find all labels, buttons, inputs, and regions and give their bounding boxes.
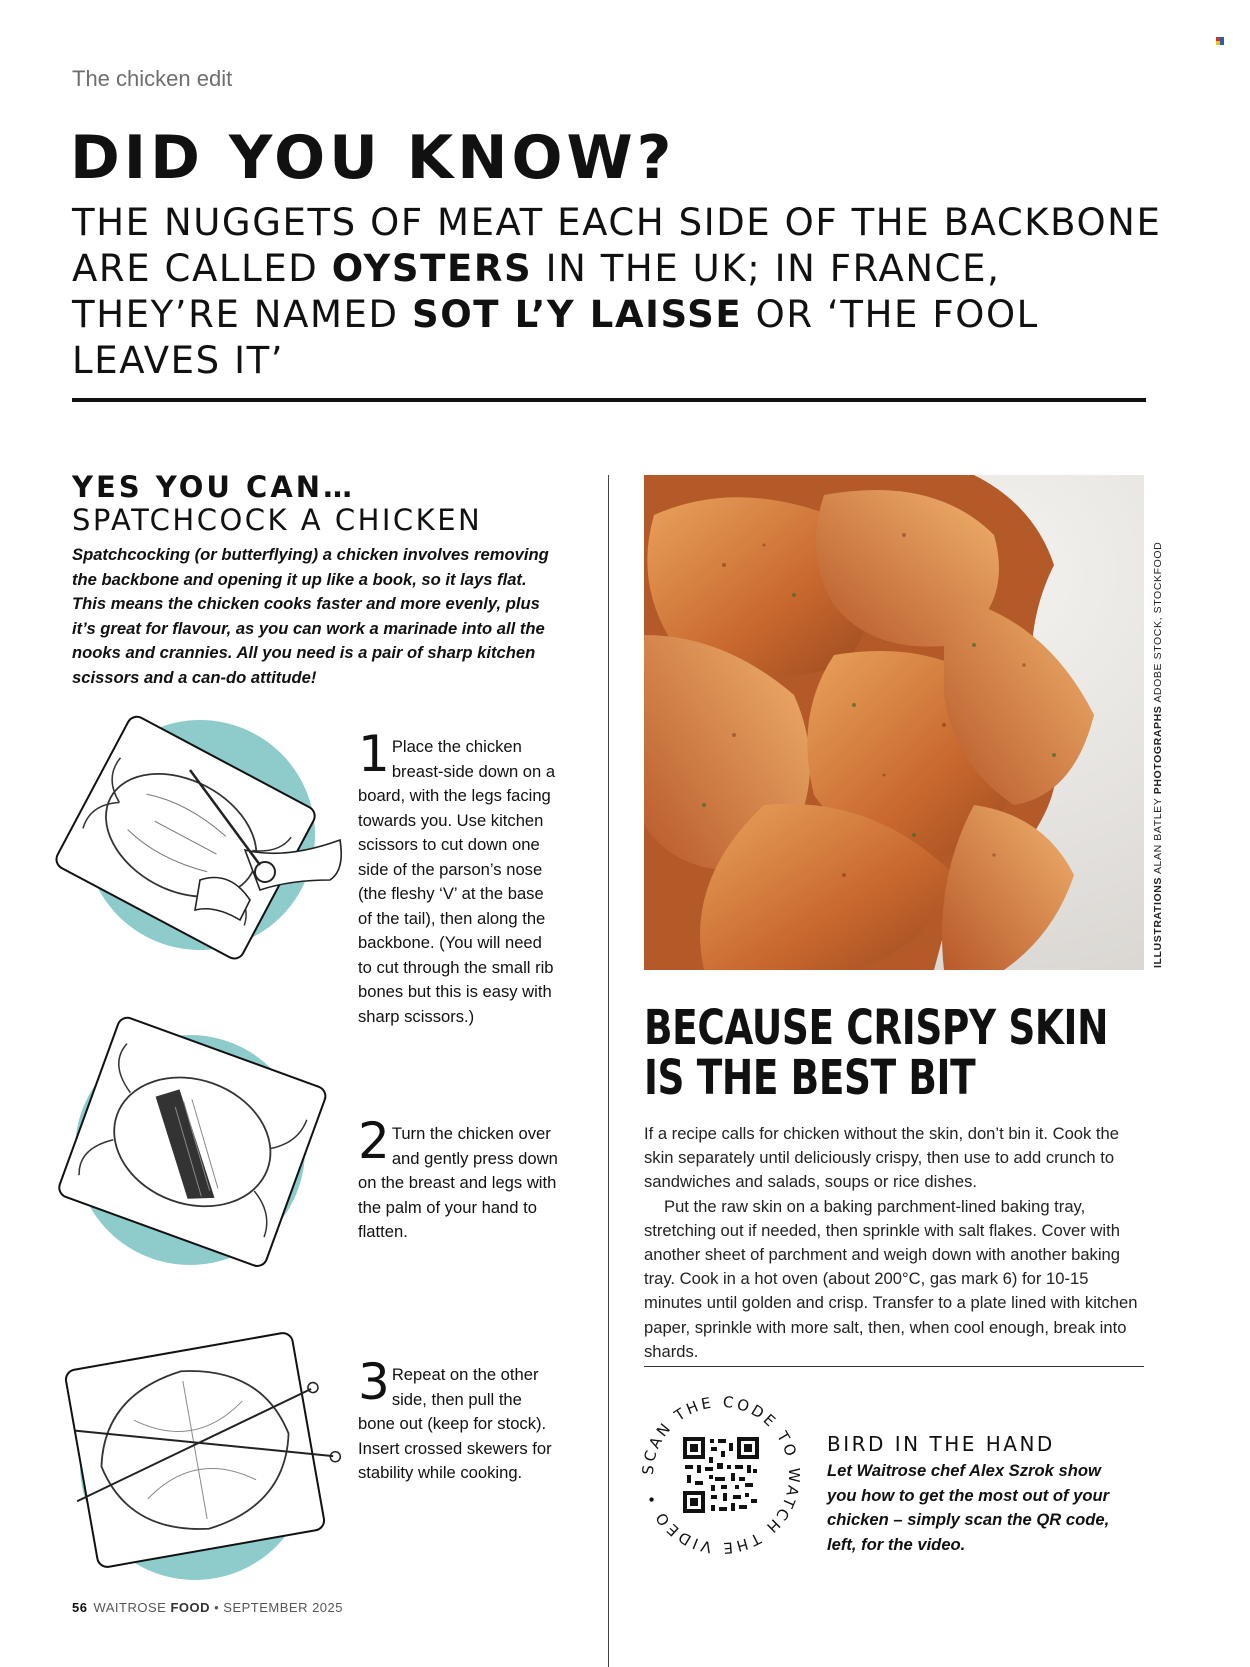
- page-number: 56: [72, 1600, 88, 1615]
- page-headline: DID YOU KNOW?: [70, 123, 676, 193]
- column-divider: [608, 475, 609, 1667]
- bird-in-hand-body: Let Waitrose chef Alex Szrok show you how to get the most out of your chicken – simply scan the QR code, left, for the video.: [827, 1461, 1110, 1554]
- illustration-step-3: [40, 1300, 350, 1605]
- top-rule: [72, 398, 1146, 402]
- step-3: [358, 1353, 558, 1486]
- qr-ring-text: SCAN THE CODE TO WATCH THE VIDEO •: [638, 1392, 804, 1558]
- step-2: [358, 1112, 558, 1245]
- crispy-paragraph-1: If a recipe calls for chicken without the skin, don’t bin it. Cook the skin separately until deliciously crispy, then use to add crunch to sandwiches and salads, soups or rice dishes.: [644, 1124, 1120, 1192]
- qr-code-icon[interactable]: [683, 1437, 759, 1513]
- crispy-skin-photo: [644, 475, 1144, 970]
- illustration-step-2: [40, 1000, 350, 1295]
- step-1-text: Place the chicken breast-side down on a board, with the legs facing towards you. Use kitchen scissors to cut down one side of the parson’s nose (the fleshy ‘V’ at the base of the tail), then along the backbone. (You will need to cut through the small rib bones but this is easy with sharp scissors.): [358, 737, 556, 1026]
- bird-in-hand-title: BIRD IN THE HAND: [827, 1432, 1055, 1456]
- headline-subtext: THE NUGGETS OF MEAT EACH SIDE OF THE BACKBONE ARE CALLED OYSTERS IN THE UK; IN FRANCE, THEY’RE NAMED SOT L’Y LAISSE OR ‘THE FOOL LEAVES IT’: [72, 201, 1162, 382]
- step-3-number: 3: [358, 1353, 390, 1411]
- spatchcock-title: YES YOU CAN…: [72, 470, 356, 504]
- bottom-rule: [644, 1366, 1144, 1367]
- crispy-body: [644, 1122, 1144, 1364]
- step-2-text: Turn the chicken over and gently press down on the breast and legs with the palm of your hand to flatten.: [358, 1124, 558, 1241]
- step-3-text: Repeat on the other side, then pull the bone out (keep for stock). Insert crossed skewers for stability while cooking.: [358, 1365, 552, 1482]
- step-1-number: 1: [358, 725, 390, 783]
- section-kicker: The chicken edit: [72, 66, 233, 91]
- spatchcock-intro: Spatchcocking (or butterflying) a chicken involves removing the backbone and opening it up like a book, so it lays flat. This means the chicken cooks faster and more evenly, plus it’s great for flavour, as you can work a marinade into all the nooks and crannies. All you need is a pair of sharp kitchen scissors and a can-do attitude!: [72, 545, 549, 687]
- photo-credits: ILLUSTRATIONS ALAN BATLEY PHOTOGRAPHS ADOBE STOCK, STOCKFOOD: [1152, 541, 1164, 968]
- crispy-title-line-1: BECAUSE CRISPY SKIN: [644, 1000, 1109, 1056]
- qr-code-block[interactable]: [636, 1390, 806, 1560]
- page-footer: 56 WAITROSE FOOD • SEPTEMBER 2025: [72, 1600, 343, 1615]
- step-2-number: 2: [358, 1112, 390, 1170]
- crispy-paragraph-2: Put the raw skin on a baking parchment-lined baking tray, stretching out if needed, then sprinkle with salt flakes. Cover with another sheet of parchment and weigh down with another baking tray. Cook in a hot oven (about 200°C, gas mark 6) for 10-15 minutes until golden and crisp. Transfer to a plate lined with kitchen paper, sprinkle with more salt, then, when cool enough, break into shards.: [644, 1196, 1138, 1361]
- crispy-title: [644, 1000, 1109, 1106]
- crispy-title-line-2: IS THE BEST BIT: [644, 1050, 976, 1106]
- corner-brand-mark: [1216, 32, 1224, 40]
- spatchcock-subtitle: SPATCHCOCK A CHICKEN: [72, 503, 483, 537]
- step-1: [358, 725, 558, 1029]
- illustration-step-1: [40, 700, 350, 995]
